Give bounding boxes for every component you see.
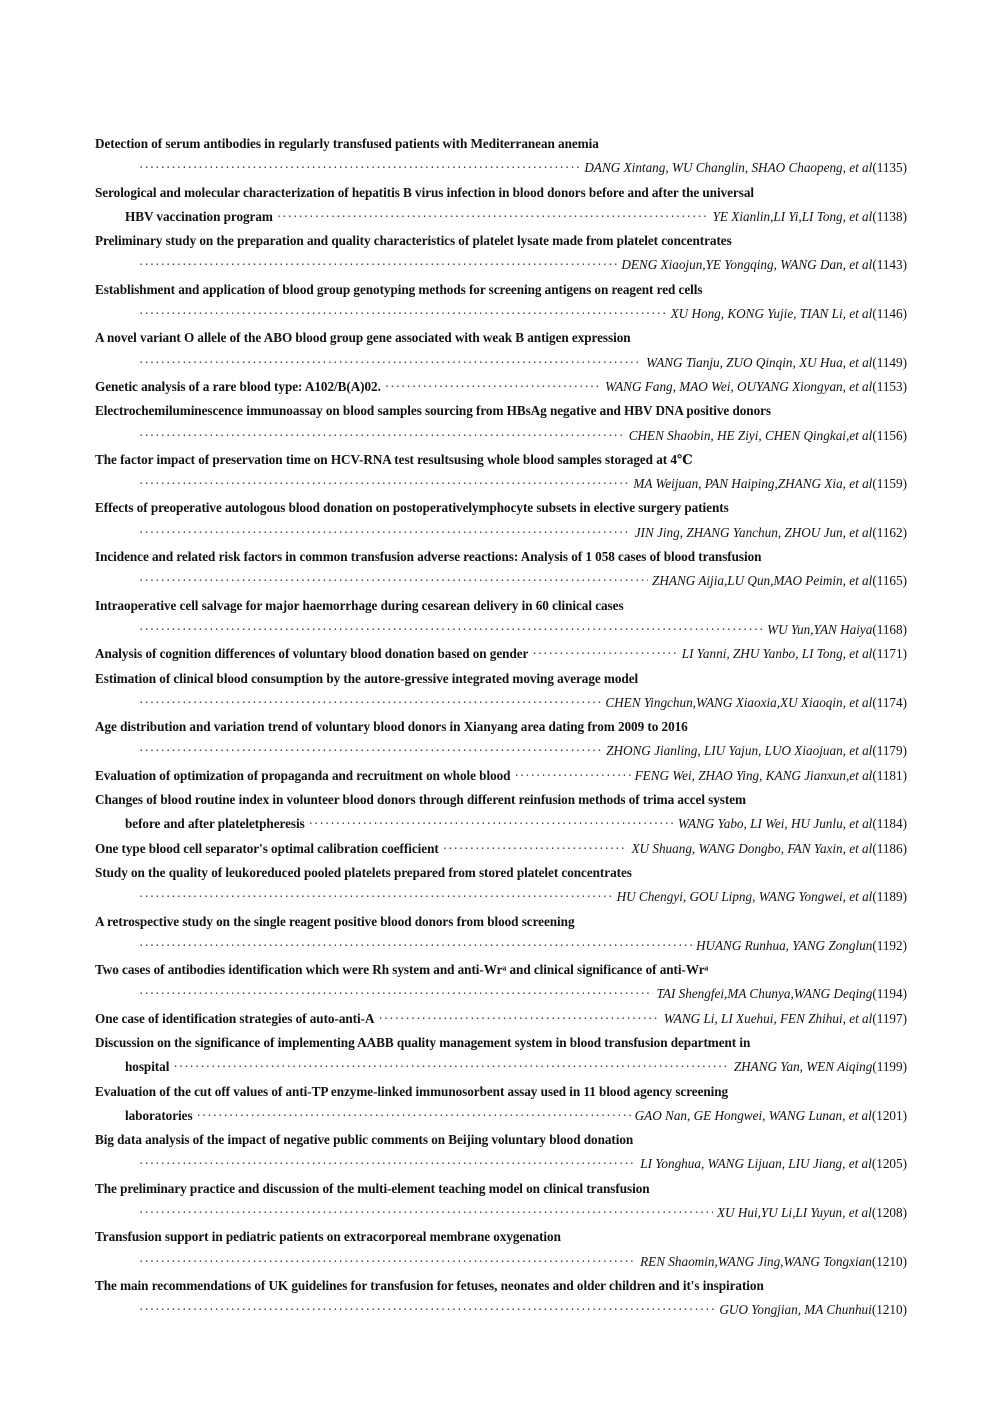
entry-authors: JIN Jing, ZHANG Yanchun, ZHOU Jun, et al bbox=[634, 524, 873, 540]
entry-title: One case of identification strategies of auto-anti-A bbox=[95, 1010, 375, 1026]
entry-authors: TAI Shengfei,MA Chunya,WANG Deqing bbox=[656, 986, 873, 1002]
leader-dots bbox=[139, 156, 580, 180]
toc-entry[interactable] bbox=[95, 1080, 907, 1129]
entry-title: Estimation of clinical blood consumption by the autore-gressive integrated moving average model bbox=[95, 670, 639, 686]
leader-dots bbox=[139, 253, 617, 277]
entry-title-cont: laboratories bbox=[125, 1107, 193, 1123]
entry-authors: CHEN Yingchun,WANG Xiaoxia,XU Xiaoqin, et al bbox=[605, 694, 873, 710]
entry-title: Serological and molecular characterization of hepatitis B virus infection in blood donors before and after the universal bbox=[95, 184, 754, 200]
leader-dots bbox=[139, 885, 613, 909]
toc-entry[interactable] bbox=[95, 326, 907, 375]
entry-page: (1184) bbox=[872, 816, 907, 832]
entry-page: (1201) bbox=[871, 1107, 907, 1123]
toc-entry[interactable] bbox=[95, 375, 907, 399]
entry-authors: HU Chengyi, GOU Lipng, WANG Yongwei, et al bbox=[616, 889, 873, 905]
entry-authors: ZHANG Yan, WEN Aiqing bbox=[733, 1059, 873, 1075]
entry-title: The main recommendations of UK guidelines for transfusion for fetuses, neonates and older children and it's inspiration bbox=[95, 1277, 764, 1293]
toc-entry[interactable] bbox=[95, 399, 907, 448]
toc-entry[interactable] bbox=[95, 642, 907, 666]
entry-page: (1138) bbox=[872, 208, 907, 224]
entry-authors: XU Hong, KONG Yujie, TIAN Li, et al bbox=[670, 306, 873, 322]
entry-page: (1146) bbox=[872, 306, 907, 322]
entry-authors: ZHANG Aijia,LU Qun,MAO Peimin, et al bbox=[652, 573, 873, 589]
entry-title: The factor impact of preservation time on HCV-RNA test resultsusing whole blood samples storaged at 4℃ bbox=[95, 451, 693, 467]
entry-title-cont: HBV vaccination program bbox=[125, 208, 273, 224]
entry-title: Establishment and application of blood group genotyping methods for screening antigens on reagent red cells bbox=[95, 281, 703, 297]
entry-authors: HUANG Runhua, YANG Zonglun bbox=[695, 937, 873, 953]
leader-dots bbox=[139, 569, 648, 593]
entry-authors: GAO Nan, GE Hongwei, WANG Lunan, et al bbox=[634, 1107, 872, 1123]
entry-authors: LI Yanni, ZHU Yanbo, LI Tong, et al bbox=[681, 646, 873, 662]
toc-entry[interactable] bbox=[95, 278, 907, 327]
toc-entry[interactable] bbox=[95, 229, 907, 278]
toc-entry[interactable] bbox=[95, 132, 907, 181]
leader-dots bbox=[277, 205, 709, 229]
toc-entry[interactable] bbox=[95, 181, 907, 230]
toc-entry[interactable] bbox=[95, 1177, 907, 1226]
entry-page: (1165) bbox=[872, 573, 907, 589]
entry-authors: DENG Xiaojun,YE Yongqing, WANG Dan, et al bbox=[621, 257, 873, 273]
entry-authors: WANG Yabo, LI Wei, HU Junlu, et al bbox=[677, 816, 873, 832]
entry-page: (1186) bbox=[872, 840, 907, 856]
toc-entry[interactable] bbox=[95, 594, 907, 643]
entry-page: (1135) bbox=[872, 160, 907, 176]
entry-page: (1174) bbox=[872, 694, 907, 710]
leader-dots bbox=[173, 1055, 730, 1079]
entry-page: (1153) bbox=[872, 378, 907, 394]
entry-title-cont: hospital bbox=[125, 1059, 170, 1075]
leader-dots bbox=[309, 812, 674, 836]
entry-title: Detection of serum antibodies in regularly transfused patients with Mediterranean anemia bbox=[95, 136, 599, 151]
entry-title: Big data analysis of the impact of negative public comments on Beijing voluntary blood donation bbox=[95, 1132, 634, 1148]
entry-authors: FENG Wei, ZHAO Ying, KANG Jianxun,et al bbox=[634, 767, 873, 783]
toc-entry[interactable] bbox=[95, 715, 907, 764]
toc-entry[interactable] bbox=[95, 861, 907, 910]
entry-authors: WANG Fang, MAO Wei, OUYANG Xiongyan, et al bbox=[605, 378, 873, 394]
toc-entry[interactable] bbox=[95, 1225, 907, 1274]
entry-title: Changes of blood routine index in volunteer blood donors through different reinfusion methods of trima accel system bbox=[95, 792, 746, 808]
toc-entry[interactable] bbox=[95, 1128, 907, 1177]
entry-authors: XU Shuang, WANG Dongbo, FAN Yaxin, et al bbox=[631, 840, 873, 856]
table-of-contents bbox=[95, 132, 907, 1323]
leader-dots bbox=[139, 472, 629, 496]
entry-page: (1199) bbox=[872, 1059, 907, 1075]
entry-authors: REN Shaomin,WANG Jing,WANG Tongxian bbox=[640, 1253, 872, 1269]
entry-page: (1156) bbox=[872, 427, 907, 443]
entry-authors: WU Yun,YAN Haiya bbox=[767, 621, 873, 637]
entry-title: Age distribution and variation trend of voluntary blood donors in Xianyang area dating from 2009 to 2016 bbox=[95, 719, 688, 735]
entry-title-cont: before and after plateletpheresis bbox=[125, 816, 305, 832]
entry-page: (1205) bbox=[871, 1156, 907, 1172]
entry-page: (1181) bbox=[872, 767, 907, 783]
entry-page: (1159) bbox=[872, 476, 907, 492]
leader-dots bbox=[139, 424, 625, 448]
toc-entry[interactable] bbox=[95, 837, 907, 861]
leader-dots bbox=[378, 1007, 659, 1031]
entry-authors: LI Yonghua, WANG Lijuan, LIU Jiang, et al bbox=[640, 1156, 872, 1172]
entry-page: (1179) bbox=[872, 743, 907, 759]
leader-dots bbox=[532, 642, 677, 666]
toc-entry[interactable] bbox=[95, 1031, 907, 1080]
toc-entry[interactable] bbox=[95, 667, 907, 716]
entry-authors: WANG Li, LI Xuehui, FEN Zhihui, et al bbox=[663, 1010, 873, 1026]
entry-authors: ZHONG Jianling, LIU Yajun, LUO Xiaojuan, et al bbox=[606, 743, 873, 759]
leader-dots bbox=[139, 302, 667, 326]
entry-authors: XU Hui,YU Li,LI Yuyun, et al bbox=[716, 1205, 872, 1221]
leader-dots bbox=[139, 351, 642, 375]
entry-authors: GUO Yongjian, MA Chunhui bbox=[719, 1302, 872, 1318]
leader-dots bbox=[139, 521, 631, 545]
leader-dots bbox=[139, 1298, 715, 1322]
entry-authors: YE Xianlin,LI Yi,LI Tong, et al bbox=[712, 208, 873, 224]
entry-title: Evaluation of optimization of propaganda and recruitment on whole blood bbox=[95, 767, 511, 783]
leader-dots bbox=[139, 934, 692, 958]
entry-authors: CHEN Shaobin, HE Ziyi, CHEN Qingkai,et al bbox=[628, 427, 873, 443]
leader-dots bbox=[139, 1201, 713, 1225]
leader-dots bbox=[514, 764, 630, 788]
toc-entry[interactable] bbox=[95, 1274, 907, 1323]
entry-title: Preliminary study on the preparation and quality characteristics of platelet lysate made from platelet concentrates bbox=[95, 233, 732, 249]
leader-dots bbox=[139, 618, 763, 642]
entry-page: (1194) bbox=[872, 986, 907, 1002]
entry-title: Two cases of antibodies identification which were Rh system and anti-Wrᵃ and clinical significance of anti-Wrᵃ bbox=[95, 962, 709, 978]
entry-title: Discussion on the significance of implementing AABB quality management system in blood transfusion department in bbox=[95, 1034, 751, 1050]
entry-title: Incidence and related risk factors in common transfusion adverse reactions: Analysis of 1 058 cases of blood transfusion bbox=[95, 549, 762, 565]
entry-page: (1197) bbox=[872, 1010, 907, 1026]
entry-page: (1171) bbox=[872, 646, 907, 662]
leader-dots bbox=[139, 691, 601, 715]
entry-page: (1162) bbox=[872, 524, 907, 540]
entry-title: Intraoperative cell salvage for major haemorrhage during cesarean delivery in 60 clinical cases bbox=[95, 597, 624, 613]
entry-page: (1192) bbox=[872, 937, 907, 953]
entry-authors: DANG Xintang, WU Changlin, SHAO Chaopeng, et al bbox=[584, 160, 873, 176]
entry-title: One type blood cell separator's optimal calibration coefficient bbox=[95, 840, 439, 856]
entry-page: (1210) bbox=[871, 1253, 907, 1269]
entry-page: (1208) bbox=[871, 1205, 907, 1221]
toc-entry[interactable] bbox=[95, 764, 907, 788]
entry-authors: WANG Tianju, ZUO Qinqin, XU Hua, et al bbox=[646, 354, 873, 370]
toc-entry[interactable] bbox=[95, 910, 907, 959]
leader-dots bbox=[139, 982, 653, 1006]
entry-page: (1143) bbox=[872, 257, 907, 273]
entry-page: (1149) bbox=[872, 354, 907, 370]
toc-entry[interactable] bbox=[95, 788, 907, 837]
entry-page: (1210) bbox=[871, 1302, 907, 1318]
toc-entry[interactable] bbox=[95, 545, 907, 594]
leader-dots bbox=[139, 1152, 636, 1176]
toc-entry[interactable] bbox=[95, 958, 907, 1007]
entry-title: Transfusion support in pediatric patients on extracorporeal membrane oxygenation bbox=[95, 1229, 561, 1245]
entry-page: (1168) bbox=[872, 621, 907, 637]
entry-authors: MA Weijuan, PAN Haiping,ZHANG Xia, et al bbox=[633, 476, 873, 492]
entry-title: Study on the quality of leukoreduced pooled platelets prepared from stored platelet concentrates bbox=[95, 864, 632, 880]
entry-title: A retrospective study on the single reagent positive blood donors from blood screening bbox=[95, 913, 575, 929]
entry-title: The preliminary practice and discussion of the multi-element teaching model on clinical transfusion bbox=[95, 1180, 650, 1196]
toc-entry[interactable] bbox=[95, 1007, 907, 1031]
entry-title: Analysis of cognition differences of voluntary blood donation based on gender bbox=[95, 646, 529, 662]
entry-title: Genetic analysis of a rare blood type: A102/B(A)02. bbox=[95, 378, 381, 394]
toc-entry[interactable] bbox=[95, 496, 907, 545]
leader-dots bbox=[139, 1250, 636, 1274]
entry-title: Evaluation of the cut off values of anti-TP enzyme-linked immunosorbent assay used in 11 blood agency screening bbox=[95, 1083, 729, 1099]
leader-dots bbox=[443, 837, 628, 861]
leader-dots bbox=[385, 375, 601, 399]
entry-title: Electrochemiluminescence immunoassay on blood samples sourcing from HBsAg negative and HBV DNA positive donors bbox=[95, 403, 772, 419]
leader-dots bbox=[197, 1104, 631, 1128]
toc-entry[interactable] bbox=[95, 448, 907, 497]
entry-title: Effects of preoperative autologous blood donation on postoperativelymphocyte subsets in elective surgery patients bbox=[95, 500, 729, 516]
entry-title: A novel variant O allele of the ABO blood group gene associated with weak B antigen expression bbox=[95, 330, 631, 346]
entry-page: (1189) bbox=[872, 889, 907, 905]
leader-dots bbox=[139, 739, 602, 763]
